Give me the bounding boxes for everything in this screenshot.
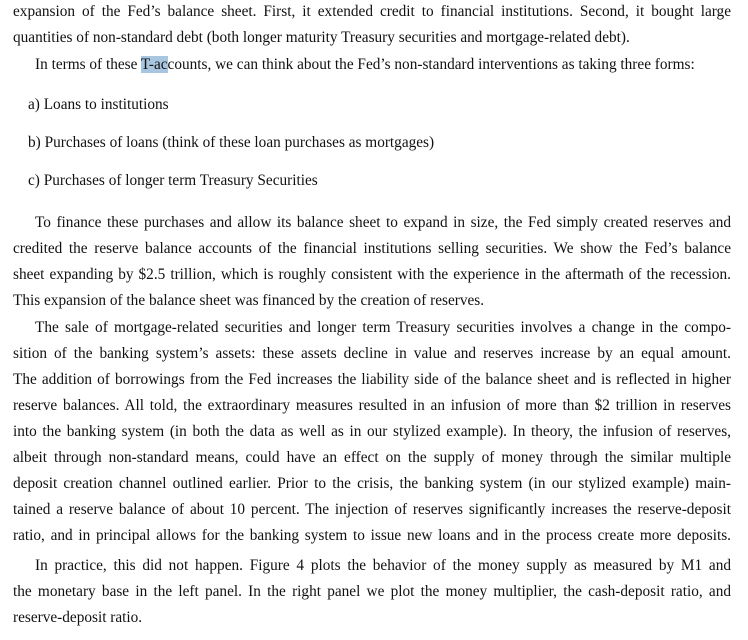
- text-segment: In terms of these: [35, 56, 141, 73]
- text-line: The sale of mortgage-related securities and longer term Treasury securities involves a change in the compo-: [35, 319, 731, 336]
- text-line: The addition of borrowings from the Fed increases the liability side of the balance sheet and is reflected in higher: [13, 371, 731, 388]
- list-item: b) Purchases of loans (think of these loan purchases as mortgages): [28, 134, 435, 151]
- text-line: In practice, this did not happen. Figure 4 plots the behavior of the money supply as measured by M1 and: [35, 557, 731, 574]
- text-line: [35, 55, 731, 75]
- text-selection-highlight[interactable]: T-ac: [140, 56, 168, 73]
- text-line: ratio, and in principal allows for the banking system to issue new loans and in the process create more deposits.: [13, 527, 731, 544]
- text-line: albeit through non-standard means, could have an effect on the supply of money through the similar multiple: [13, 449, 731, 466]
- text-line: sheet expanding by $2.5 trillion, which is roughly consistent with the experience in the aftermath of the recession.: [13, 266, 731, 283]
- text-line: reserve balances. All told, the extraordinary measures resulted in an infusion of more than $2 trillion in reserves: [13, 397, 731, 414]
- text-line: quantities of non-standard debt (both longer maturity Treasury securities and mortgage-related debt).: [13, 29, 630, 46]
- text-line: To finance these purchases and allow its balance sheet to expand in size, the Fed simply created reserves and: [35, 214, 731, 231]
- text-line: reserve-deposit ratio.: [13, 609, 143, 626]
- text-line: into the banking system (in both the data as well as in our stylized example). In theory, the infusion of reserves,: [13, 423, 731, 440]
- text-line: tained a reserve balance of about 10 percent. The injection of reserves significantly increases the reserve-deposit: [13, 501, 731, 518]
- text-line: the monetary base in the left panel. In the right panel we plot the money multiplier, the cash-deposit ratio, and: [13, 583, 731, 600]
- text-line: sition of the banking system’s assets: these assets decline in value and reserves increase by an equal amount.: [13, 345, 731, 362]
- text-line: deposit creation channel outlined earlier. Prior to the crisis, the banking system (in our stylized example) main-: [13, 475, 731, 492]
- list-item: a) Loans to institutions: [28, 96, 169, 113]
- list-item: c) Purchases of longer term Treasury Securities: [28, 172, 318, 189]
- text-segment: counts, we can think about the Fed’s non-standard interventions as taking three forms:: [167, 56, 695, 73]
- text-line: This expansion of the balance sheet was financed by the creation of reserves.: [13, 292, 485, 309]
- text-line: expansion of the Fed’s balance sheet. First, it extended credit to financial institutions. Second, it bought large: [13, 3, 731, 20]
- text-line: credited the reserve balance accounts of the financial institutions selling securities. We show the Fed’s balance: [13, 240, 731, 257]
